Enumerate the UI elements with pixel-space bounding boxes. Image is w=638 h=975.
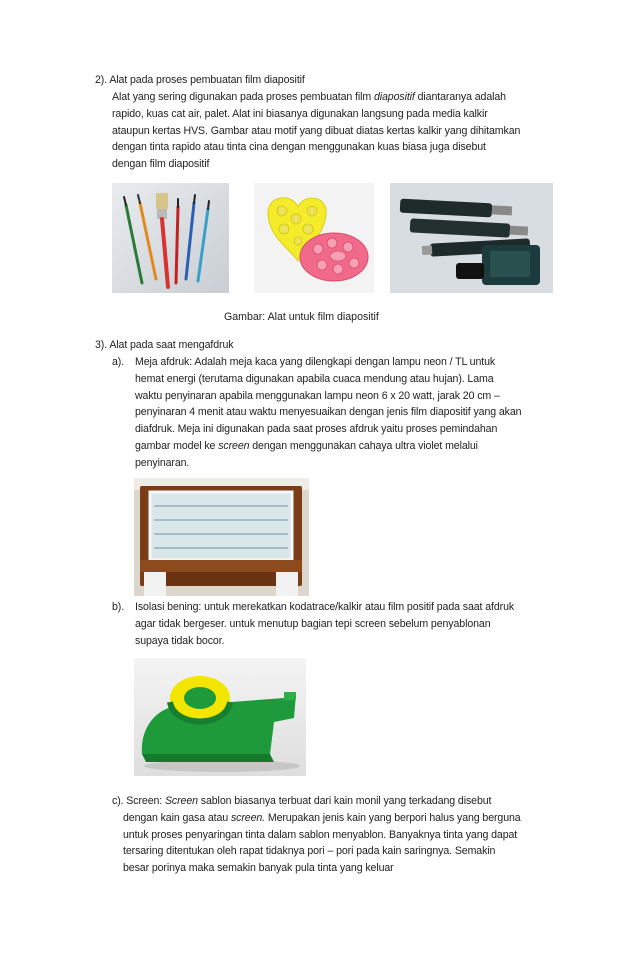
item-a-paragraph	[135, 354, 521, 472]
paragraph-line: gambar model ke screen dengan menggunakan cahaya ultra violet melalui	[135, 439, 478, 452]
rapido-pens-illustration	[390, 183, 553, 293]
paragraph-line: hemat energi (terutama digunakan apabila cuaca mendung atau hujan). Lama	[135, 372, 494, 385]
paragraph-line: c). Screen: Screen sablon biasanya terbuat dari kain monil yang terkadang disebut	[112, 795, 492, 807]
paragraph-line: Meja afdruk: Adalah meja kaca yang dilengkapi dengan lampu neon / TL untuk	[135, 356, 496, 368]
paragraph-line: Isolasi bening: untuk merekatkan kodatrace/kalkir atau film positif pada saat afdruk	[135, 601, 515, 613]
paragraph-line: dengan film diapositif	[112, 158, 210, 171]
item-b-marker: b).	[112, 601, 125, 613]
palettes-photo	[254, 183, 374, 293]
rapido-pens-photo	[390, 183, 553, 293]
afdruk-table-illustration	[134, 478, 309, 596]
paragraph-line: besar porinya maka semakin banyak pula tinta yang keluar	[123, 862, 394, 875]
section-2-paragraph	[112, 89, 520, 173]
paragraph-line: untuk proses penyaringan tinta dalam sablon menyablon. Banyaknya tinta yang dapat	[123, 828, 518, 841]
paragraph-line: dengan kain gasa atau screen. Merupakan jenis kain yang berpori halus yang berguna	[123, 811, 521, 824]
paragraph-line: rapido, kuas cat air, palet. Alat ini biasanya digunakan langsung pada media kalkir	[112, 107, 488, 120]
paragraph-line: waktu penyinaran apabila menggunakan lampu neon 6 x 20 watt, jarak 20 cm –	[135, 389, 500, 402]
paragraph-line: ataupun kertas HVS. Gambar atau motif yang dibuat diatas kertas kalkir yang dihitamkan	[112, 124, 521, 137]
brushes-photo	[112, 183, 229, 293]
tape-dispenser-photo	[134, 658, 306, 776]
tape-dispenser-illustration	[134, 658, 306, 776]
item-c-paragraph	[112, 793, 521, 877]
paragraph-line: penyinaran 4 menit atau waktu menyesuaikan dengan jenis film diapositif yang akan	[135, 406, 522, 419]
section-2-heading: 2). Alat pada proses pembuatan film diapositif	[95, 74, 305, 86]
afdruk-table-photo	[134, 478, 309, 596]
item-a-marker: a).	[112, 356, 125, 368]
paragraph-line: tersaring ditentukan oleh rapat tidaknya pori – pori pada kain saringnya. Semakin	[123, 845, 496, 858]
figure-caption: Gambar: Alat untuk film diapositif	[224, 311, 379, 323]
brushes-illustration	[112, 183, 229, 293]
paragraph-line: Alat yang sering digunakan pada proses pembuatan film diapositif diantaranya adalah	[112, 91, 506, 103]
palettes-illustration	[254, 183, 374, 293]
paragraph-line: supaya tidak bocor.	[135, 634, 225, 647]
section-3-heading: 3). Alat pada saat mengafdruk	[95, 339, 234, 351]
paragraph-line: diafdruk. Meja ini digunakan pada saat proses afdruk yaitu proses pemindahan	[135, 423, 498, 436]
item-b-paragraph	[135, 599, 514, 649]
paragraph-line: dengan tinta rapido atau tinta cina dengan menggunakan kuas biasa juga disebut	[112, 141, 486, 154]
paragraph-line: agar tidak bergeser. untuk menutup bagian tepi screen sebelum penyablonan	[135, 617, 491, 630]
paragraph-line: penyinaran.	[135, 456, 190, 469]
